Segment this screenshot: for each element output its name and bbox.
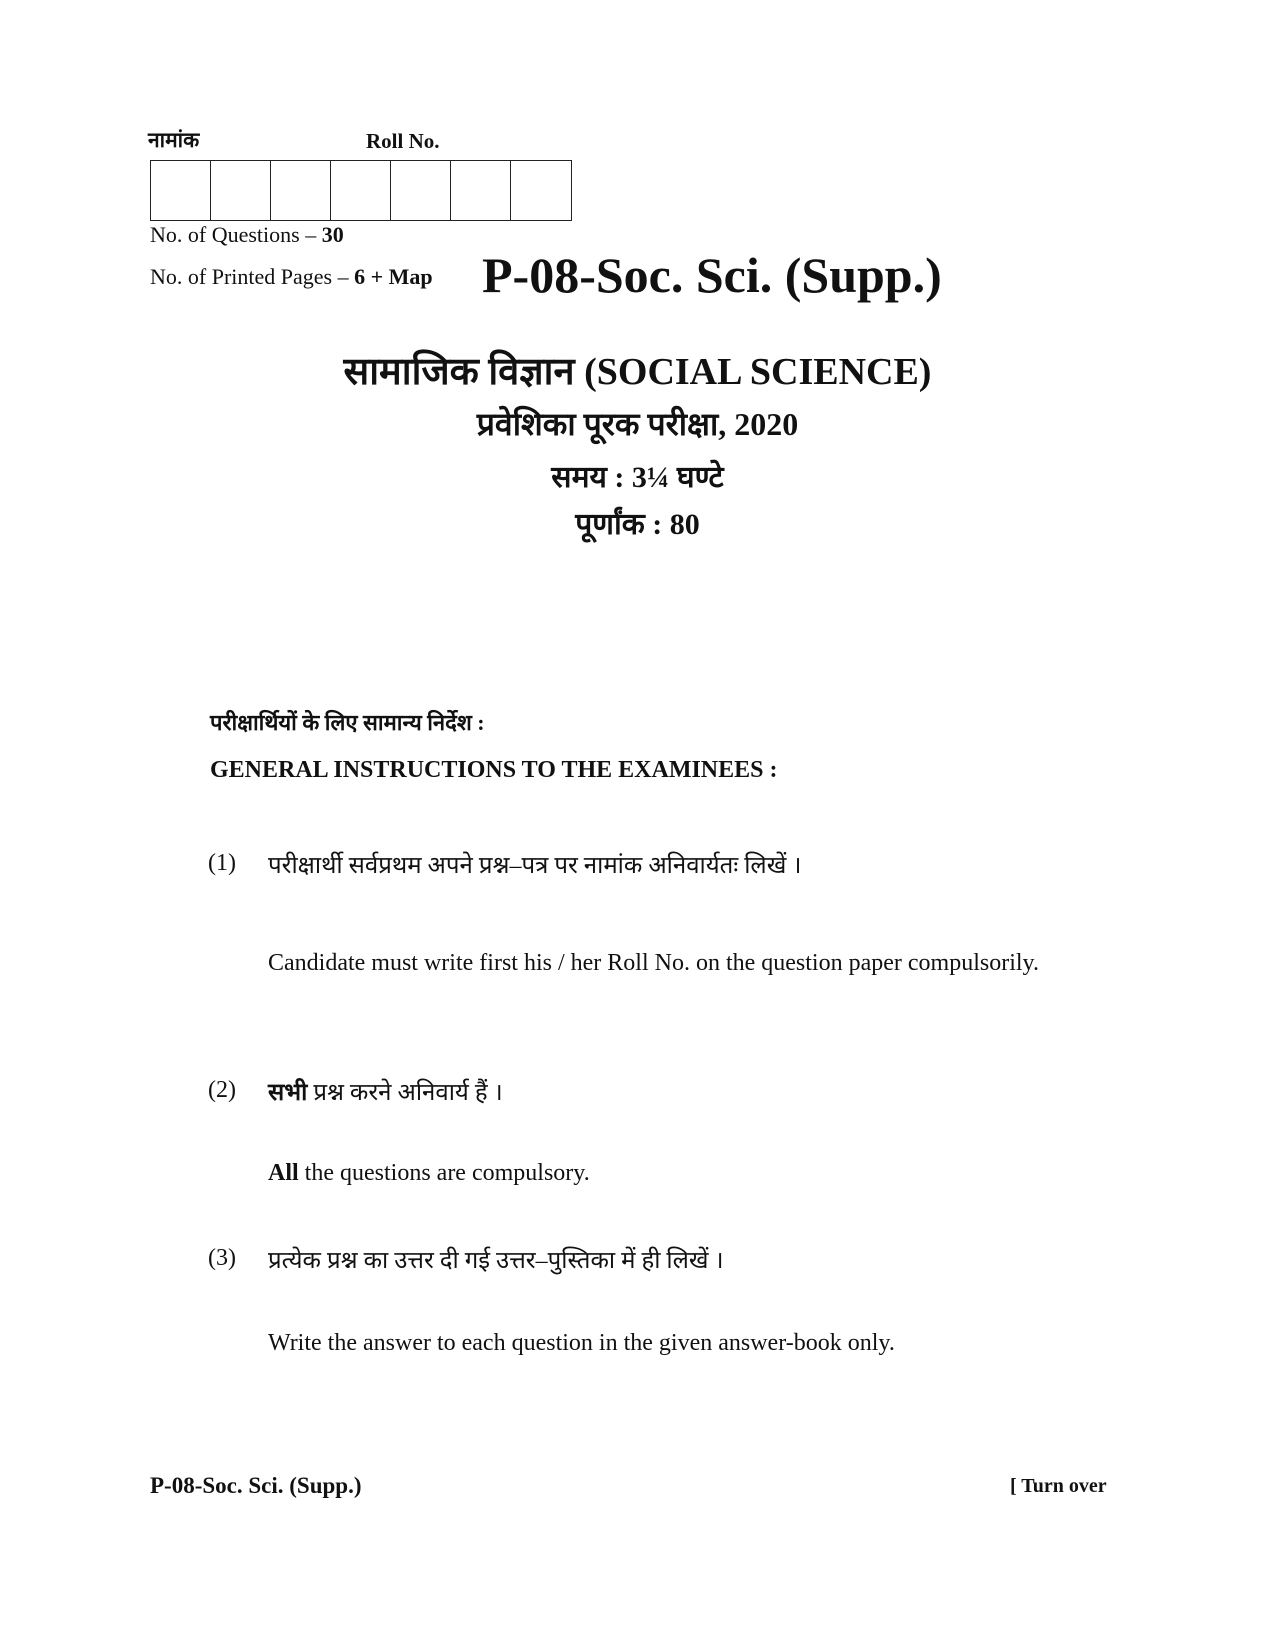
roll-label-hindi: नामांक xyxy=(148,128,200,152)
instruction-2-hindi-bold: सभी xyxy=(268,1080,308,1106)
roll-box[interactable] xyxy=(331,161,391,220)
instruction-2-english xyxy=(268,1160,590,1187)
instruction-number: (1) xyxy=(208,850,236,876)
questions-label: No. of Questions – xyxy=(150,222,322,247)
exam-name: प्रवेशिका पूरक परीक्षा, 2020 xyxy=(476,406,799,442)
instruction-2-english-rest: the questions are compulsory. xyxy=(298,1160,590,1186)
roll-number-boxes[interactable] xyxy=(150,160,572,221)
instructions-heading-hindi: परीक्षार्थियों के लिए सामान्य निर्देश : xyxy=(210,710,485,735)
pages-value: 6 + Map xyxy=(354,264,433,289)
roll-box[interactable] xyxy=(211,161,271,220)
instruction-1-english: Candidate must write first his / her Roll No. on the question paper compulsorily. xyxy=(268,950,1039,976)
roll-box[interactable] xyxy=(271,161,331,220)
time-allowed: समय : 3¼ घण्टे xyxy=(551,461,724,494)
printed-pages xyxy=(150,264,433,290)
questions-count xyxy=(150,222,344,248)
questions-value: 30 xyxy=(321,222,344,247)
pages-label: No. of Printed Pages – xyxy=(150,264,355,289)
instruction-number: (3) xyxy=(208,1245,236,1271)
subject-title: सामाजिक विज्ञान (SOCIAL SCIENCE) xyxy=(343,351,932,393)
roll-box[interactable] xyxy=(511,161,571,220)
roll-box[interactable] xyxy=(391,161,451,220)
turn-over-note: [ Turn over xyxy=(1010,1475,1107,1497)
instructions-heading-english: GENERAL INSTRUCTIONS TO THE EXAMINEES : xyxy=(210,757,778,783)
instruction-number: (2) xyxy=(208,1077,236,1103)
instruction-2-hindi-rest: प्रश्न करने अनिवार्य हैं । xyxy=(307,1080,503,1106)
roll-box[interactable] xyxy=(151,161,211,220)
instruction-1-hindi: परीक्षार्थी सर्वप्रथम अपने प्रश्न–पत्र पर नामांक अनिवार्यतः लिखें । xyxy=(268,853,802,879)
maximum-marks: पूर्णांक : 80 xyxy=(575,508,700,541)
instruction-2-hindi xyxy=(268,1075,503,1108)
instruction-2-english-bold: All xyxy=(268,1160,299,1186)
roll-label-english: Roll No. xyxy=(366,129,440,153)
instruction-3-hindi: प्रत्येक प्रश्न का उत्तर दी गई उत्तर–पुस्तिका में ही लिखें । xyxy=(268,1248,724,1274)
instruction-3-english: Write the answer to each question in the given answer-book only. xyxy=(268,1330,895,1356)
footer-paper-code: P-08-Soc. Sci. (Supp.) xyxy=(150,1473,362,1498)
paper-code: P-08-Soc. Sci. (Supp.) xyxy=(482,247,942,303)
roll-box[interactable] xyxy=(451,161,511,220)
